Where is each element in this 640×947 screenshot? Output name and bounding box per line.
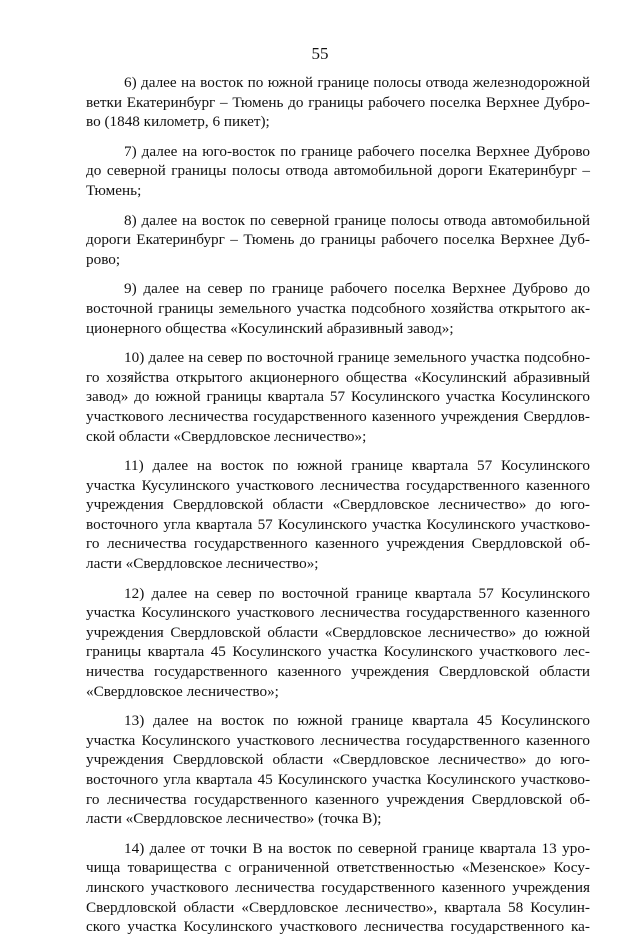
text-line: го лесничества государственного казенного учреждения Свердловской об- <box>86 535 590 553</box>
text-line: ского участка Косулинского участкового лесничества государственного ка- <box>86 918 590 936</box>
paragraph <box>86 211 590 270</box>
paragraph <box>86 73 590 132</box>
text-line: 7) далее на юго-восток по границе рабочего поселка Верхнее Дуброво <box>124 142 590 160</box>
text-line: 11) далее на восток по южной границе квартала 57 Косулинского <box>124 457 590 475</box>
text-line: участка Косулинского участкового лесничества государственного казенного <box>86 731 590 749</box>
text-line: восточной границы земельного участка подсобного хозяйства открытого ак- <box>86 299 590 317</box>
paragraph <box>86 279 590 338</box>
text-line: рово; <box>86 250 121 268</box>
text-line: 14) далее от точки В на восток по северной границе квартала 13 уро- <box>124 839 590 857</box>
text-line: завод» до южной границы квартала 57 Косулинского участка Косулинского <box>86 388 590 406</box>
paragraph <box>86 711 590 829</box>
paragraph <box>86 456 590 574</box>
text-line: учреждения Свердловской области «Свердловское лесничество» до юго- <box>86 751 590 769</box>
text-line: восточного угла квартала 45 Косулинского участка Косулинского участково- <box>86 771 590 788</box>
text-line: учреждения Свердловской области «Свердловское лесничество» до южной <box>86 623 590 641</box>
text-line: участка Косулинского участкового лесничества государственного казенного <box>86 604 590 622</box>
text-line: во (1848 километр, 6 пикет); <box>86 113 270 131</box>
text-line: чища товарищества с ограниченной ответственностью «Мезенское» Косу- <box>86 859 590 877</box>
paragraph <box>86 839 590 937</box>
text-line: 13) далее на восток по южной границе квартала 45 Косулинского <box>124 712 590 730</box>
text-line: Свердловской области «Свердловское лесничество», квартала 58 Косулин- <box>86 898 590 916</box>
text-line: учреждения Свердловской области «Свердловское лесничество» до юго- <box>86 496 590 514</box>
paragraph <box>86 584 590 702</box>
text-line: 9) далее на север по границе рабочего поселка Верхнее Дуброво до <box>124 280 590 298</box>
text-line: «Свердловское лесничество»; <box>86 682 279 700</box>
text-line: ничества государственного казенного учреждения Свердловской области <box>86 663 590 681</box>
text-line: участка Кусулинского участкового лесничества государственного казенного <box>86 476 590 494</box>
text-line: восточного угла квартала 57 Косулинского участка Косулинского участково- <box>86 515 590 533</box>
text-line: до северной границы полосы отвода автомобильной дороги Екатеринбург – <box>86 162 590 180</box>
text-line: го хозяйства открытого акционерного общества «Косулинский абразивный <box>86 368 590 386</box>
document-body <box>86 73 590 947</box>
text-line: 12) далее на север по восточной границе квартала 57 Косулинского <box>124 584 590 602</box>
text-line: 8) далее на восток по северной границе полосы отвода автомобильной <box>124 211 590 229</box>
text-line: ционерного общества «Косулинский абразивный завод»; <box>86 319 454 337</box>
text-line: Тюмень; <box>86 181 142 199</box>
text-line: линского участкового лесничества государственного казенного учреждения <box>86 878 590 896</box>
paragraph <box>86 142 590 201</box>
text-line: го лесничества государственного казенного учреждения Свердловской об- <box>86 790 590 808</box>
text-line: границы квартала 45 Косулинского участка Косулинского участкового лес- <box>86 643 590 661</box>
text-line: ветки Екатеринбург – Тюмень до границы рабочего поселка Верхнее Дубро- <box>86 93 590 111</box>
page-number: 55 <box>311 44 329 63</box>
text-line: ласти «Свердловское лесничество» (точка В); <box>86 810 382 828</box>
text-line: ласти «Свердловское лесничество»; <box>86 555 319 573</box>
paragraph <box>86 348 590 446</box>
text-line: ской области «Свердловское лесничество»; <box>86 427 367 445</box>
text-line: 6) далее на восток по южной границе полосы отвода железнодорожной <box>124 74 590 91</box>
text-line: 10) далее на север по восточной границе земельного участка подсобно- <box>124 349 590 367</box>
text-line: дороги Екатеринбург – Тюмень до границы рабочего поселка Верхнее Дуб- <box>86 231 590 249</box>
text-line: участкового лесничества государственного казенного учреждения Свердлов- <box>86 407 590 425</box>
